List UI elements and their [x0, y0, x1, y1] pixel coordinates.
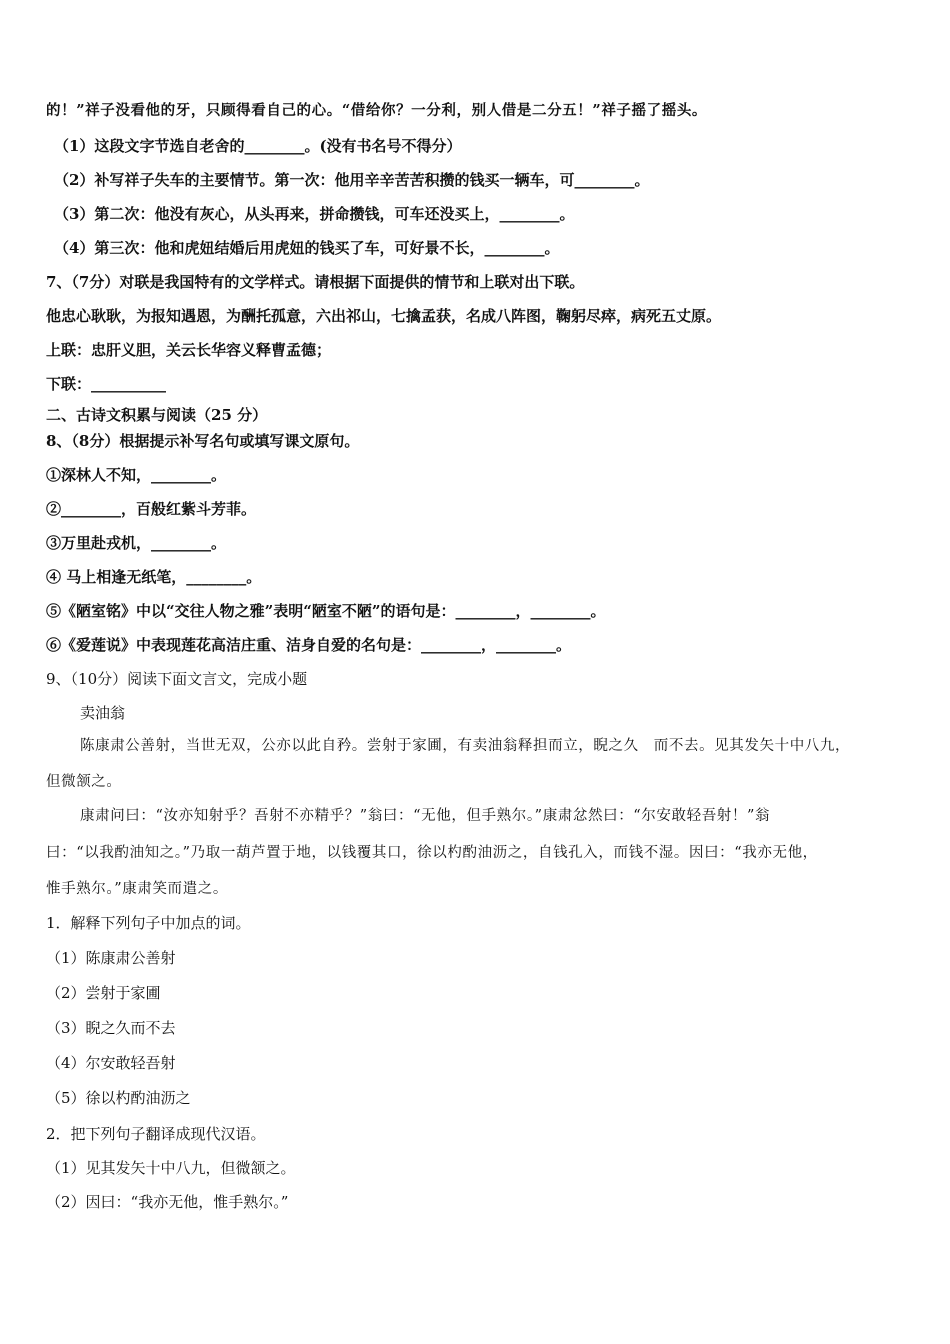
q9-sub2-item-1: （1）见其发矢十中八九，但微颔之。: [46, 1159, 296, 1177]
q8-item-3: ③万里赴戎机，________。: [46, 534, 227, 552]
q9-para2-line2: 曰：“以我酌油知之。”乃取一葫芦置于地，以钱覆其口，徐以杓酌油沥之，自钱孔入，而钱不湿。因曰：“我亦无他，: [46, 845, 818, 861]
q9-sub1-item-3: （3）睨之久而不去: [46, 1019, 176, 1037]
q7-title: 7、（7分）对联是我国特有的文学样式。请根据下面提供的情节和上联对出下联。: [46, 273, 585, 291]
q7-story: 他忠心耿耿，为报知遇恩，为酬托孤意，六出祁山，七擒孟获，名成八阵图，鞠躬尽瘁，病死五丈原。: [46, 307, 722, 325]
q9-sub2-item-2: （2）因曰：“我亦无他，惟手熟尔。”: [46, 1193, 289, 1211]
q9-sub1-item-5: （5）徐以杓酌油沥之: [46, 1089, 191, 1107]
q6-sub4: （4）第三次：他和虎妞结婚后用虎妞的钱买了车，可好景不长，________。: [54, 239, 560, 257]
q9-sub2-title: 2．把下列句子翻译成现代汉语。: [46, 1125, 266, 1143]
q9-text-title: 卖油翁: [80, 704, 126, 722]
q6-sub1: （1）这段文字节选自老舍的________。(没有书名号不得分）: [54, 137, 462, 155]
q9-para1-line2: 但微颔之。: [46, 774, 122, 790]
passage-tail: 的！”祥子没看他的牙，只顾得看自己的心。“借给你？一分利，别人借是二分五！”祥子摇了摇头。: [46, 102, 708, 119]
q8-title: 8、（8分）根据提示补写名句或填写课文原句。: [46, 432, 360, 450]
q8-item-5: ⑤《陋室铭》中以“交往人物之雅”表明“陋室不陋”的语句是：________，________。: [46, 602, 606, 620]
q7-lower-couplet: 下联：__________: [46, 375, 167, 393]
q9-para2-line3: 惟手熟尔。”康肃笑而遣之。: [46, 881, 228, 897]
q9-sub1-item-4: （4）尔安敢轻吾射: [46, 1054, 176, 1072]
q9-sub1-item-2: （2）尝射于家圃: [46, 984, 161, 1002]
q9-para2-line1: 康肃问曰：“汝亦知射乎？吾射不亦精乎？”翁曰：“无他，但手熟尔。”康肃忿然曰：“尔安敢轻吾射！”翁: [80, 808, 771, 824]
q7-upper-couplet: 上联：忠肝义胆，关云长华容义释曹孟德；: [46, 341, 332, 359]
q9-sub1-title: 1．解释下列句子中加点的词。: [46, 914, 251, 932]
q6-sub3: （3）第二次：他没有灰心，从头再来，拼命攒钱，可车还没买上，________。: [54, 205, 575, 223]
q6-sub2: （2）补写祥子失车的主要情节。第一次：他用辛辛苦苦积攒的钱买一辆车，可________。: [54, 171, 650, 189]
q8-item-6: ⑥《爱莲说》中表现莲花高洁庄重、洁身自爱的名句是：________，________。: [46, 636, 572, 654]
q9-title: 9、（10分）阅读下面文言文，完成小题: [46, 670, 308, 688]
q8-item-4: ④ 马上相逢无纸笔，________。: [46, 568, 262, 586]
q9-para1-line1: 陈康肃公善射，当世无双，公亦以此自矜。尝射于家圃，有卖油翁释担而立，睨之久 而不去。见其发矢十中八九，: [80, 738, 851, 754]
q8-item-1: ①深林人不知，________。: [46, 466, 227, 484]
q8-item-2: ②________，百般红紫斗芳菲。: [46, 500, 257, 518]
section2-title: 二、古诗文积累与阅读（25 分）: [46, 406, 268, 424]
q9-sub1-item-1: （1）陈康肃公善射: [46, 949, 176, 967]
